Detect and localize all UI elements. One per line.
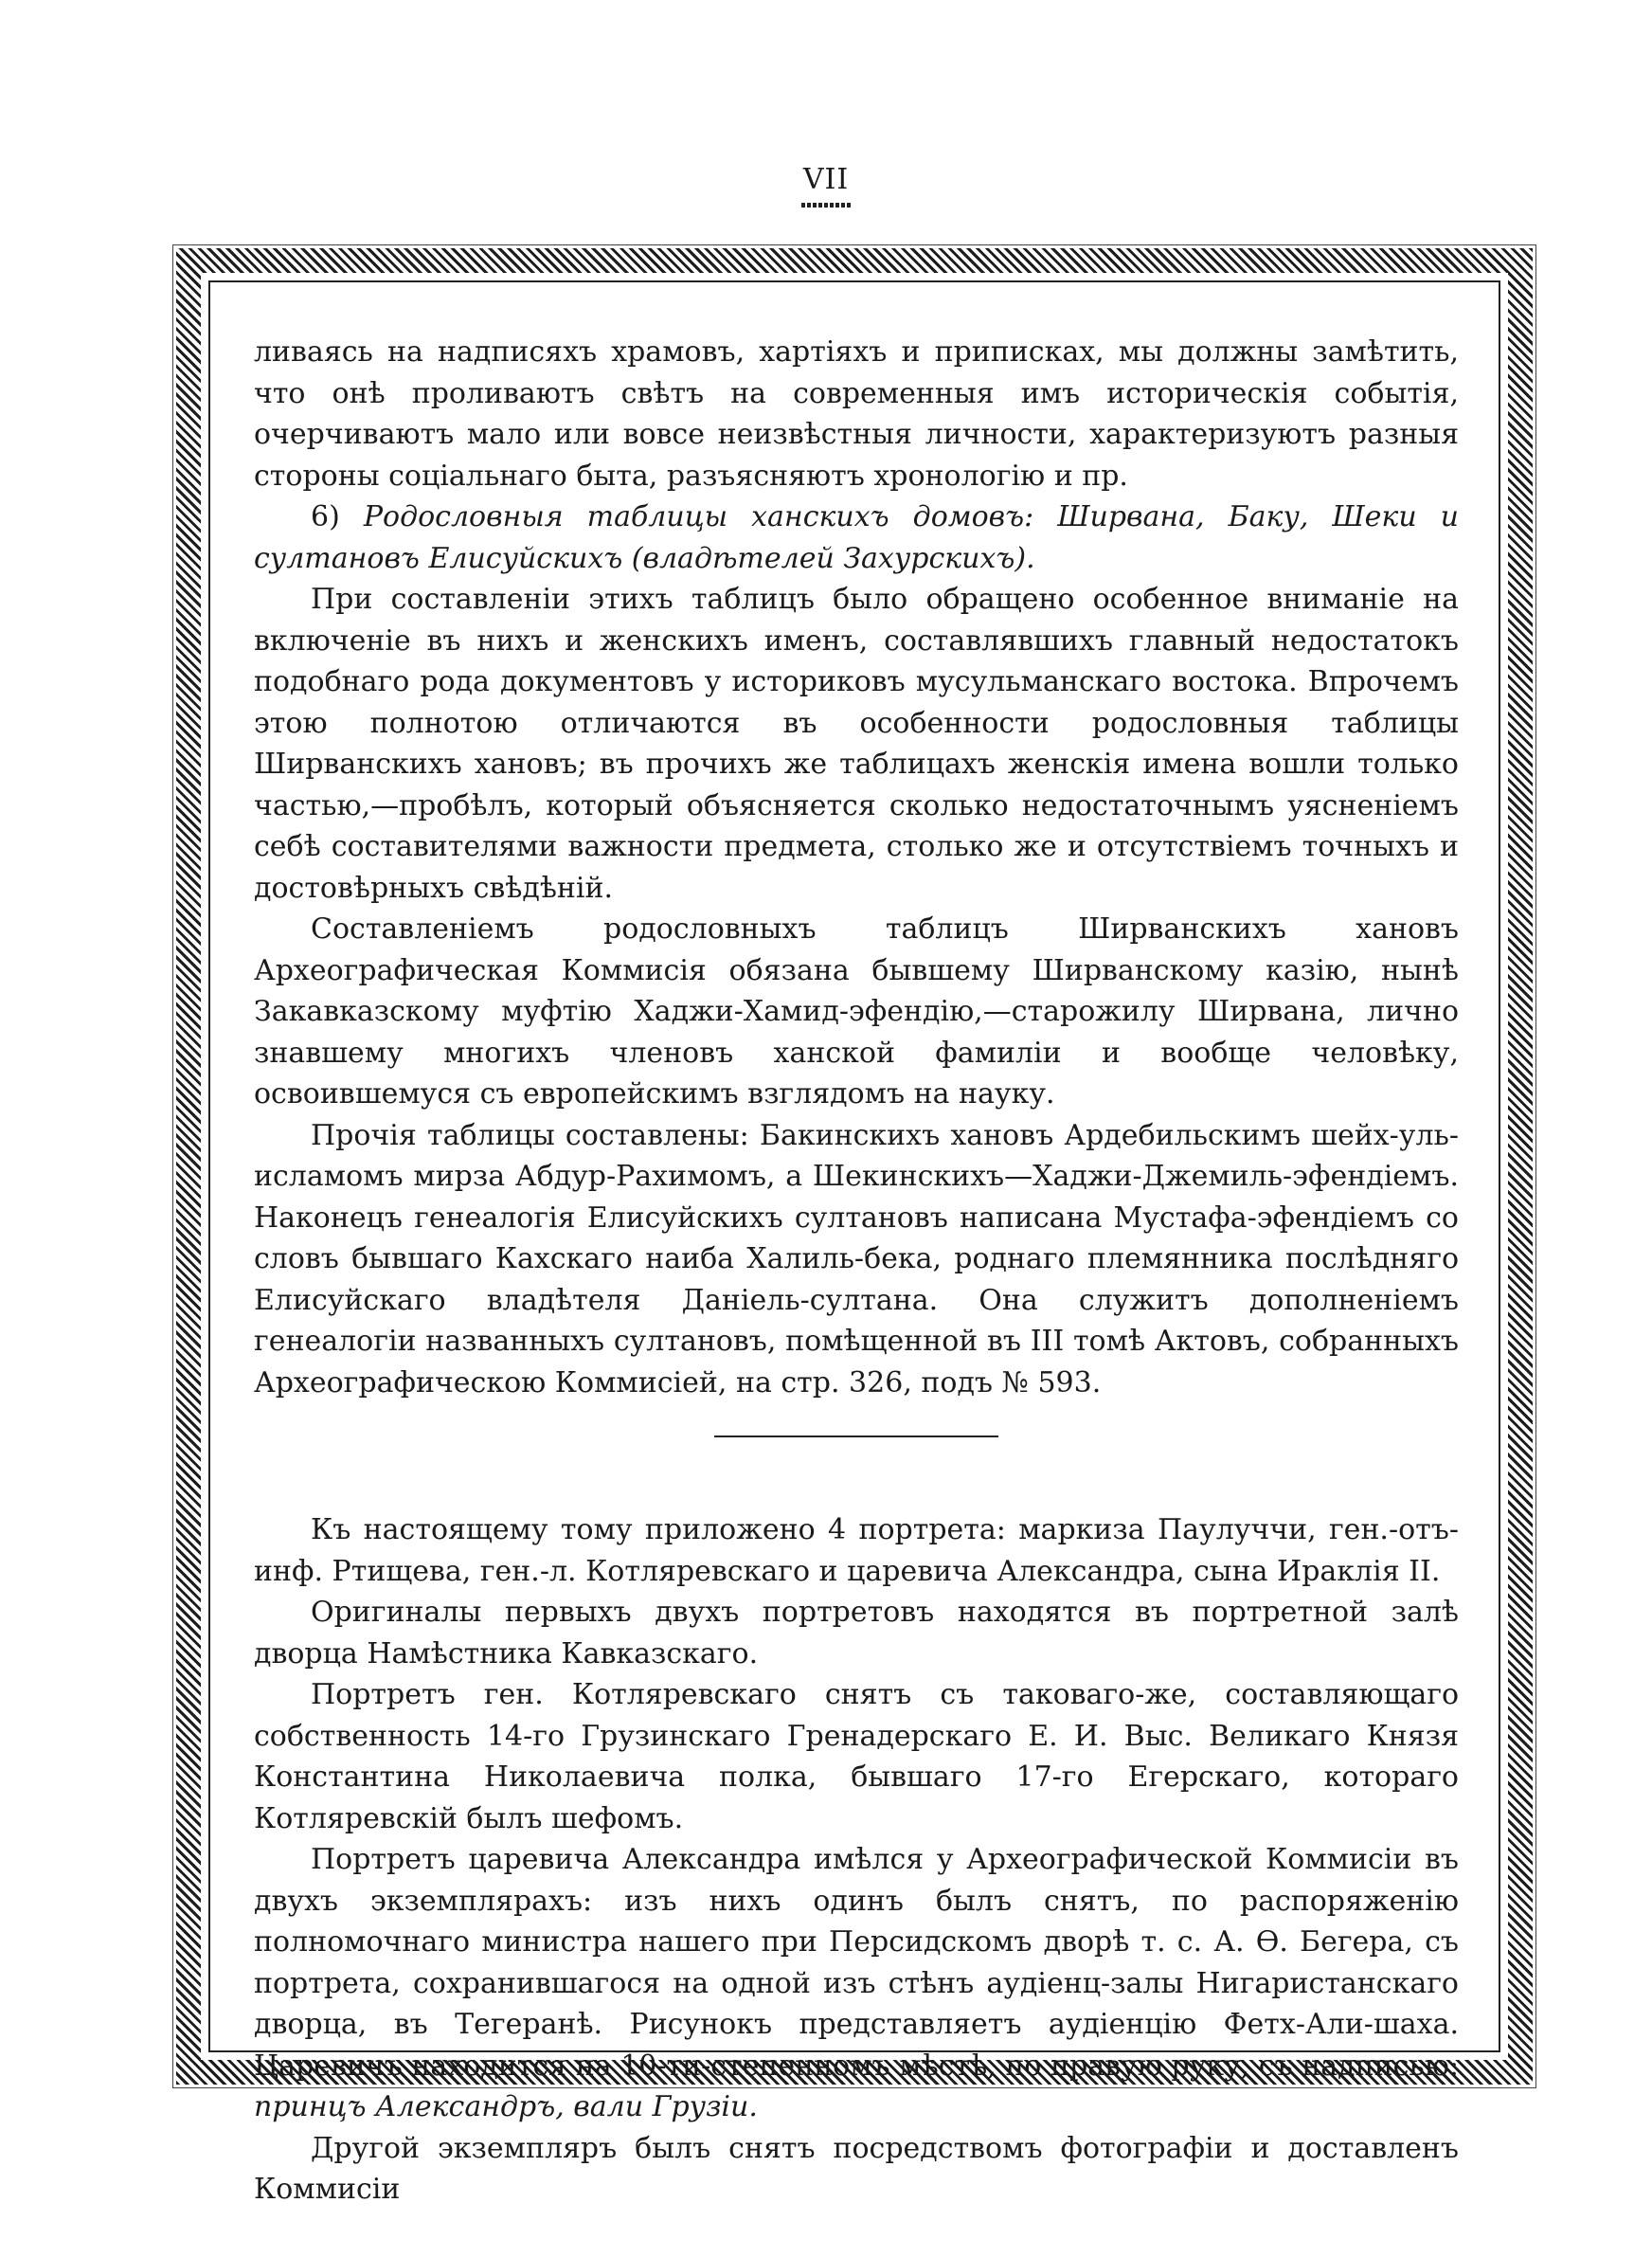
paragraph: Составленіемъ родословныхъ таблицъ Ширванскихъ хановъ Археографическая Коммисія обязана бывшему Ширванскому казію, нынѣ Закавказскому муфтію Хаджи-Хамид-эфендію,—старожилу Ширвана, лично знавшему многихъ членовъ ханской фамиліи и вообще человѣку, освоившемуся съ европейскимъ взглядомъ на науку.: [254, 912, 1459, 1110]
page-number-underline: [801, 203, 851, 208]
paragraph: Другой экземпляръ былъ снятъ посредствомъ фотографіи и доставленъ Коммисіи: [254, 2131, 1459, 2206]
paragraph: Прочія таблицы составлены: Бакинскихъ хановъ Ардебильскимъ шейх-уль-исламомъ мирза Абдур-Рахимомъ, а Шекинскихъ—Хаджи-Джемиль-эфендіемъ. Наконецъ генеалогія Елисуйскихъ султановъ написана Мустафа-эфендіемъ со словъ бывшаго Кахскаго наиба Халиль-бека, роднаго племянника послѣдняго Елисуйскаго владѣтеля Даніель-султана. Она служитъ дополненіемъ генеалогіи названныхъ султановъ, помѣщенной въ III томѣ Актовъ, собранныхъ Археографическою Коммисіей, на стр. 326, подъ № 593.: [254, 1118, 1459, 1399]
section-separator: [714, 1435, 998, 1437]
paragraph: Оригиналы первыхъ двухъ портретовъ находятся въ портретной залѣ дворца Намѣстника Кавказскаго.: [254, 1596, 1459, 1670]
section-number: 6): [311, 500, 340, 533]
page-number: VII: [802, 163, 850, 196]
paragraph: [254, 1839, 1459, 2128]
paragraph: При составленіи этихъ таблицъ было обращено особенное вниманіе на включеніе въ нихъ и женскихъ именъ, составлявшихъ главный недостатокъ подобнаго рода документовъ у историковъ мусульманскаго востока. Впрочемъ этою полнотою отличаются въ особенности родословныя таблицы Ширванскихъ хановъ; въ прочихъ же таблицахъ женскія имена вошли только частью,—пробѣлъ, который объясняется сколько недостаточнымъ уясненіемъ себѣ составителями важности предмета, столько же и отсутствіемъ точныхъ и достовѣрныхъ свѣдѣній.: [254, 583, 1459, 905]
paragraph: ливаясь на надписяхъ храмовъ, хартіяхъ и приписках, мы должны замѣтить, что онѣ проливаютъ свѣтъ на современныя имъ историческія событія, очерчиваютъ мало или вовсе неизвѣстныя личности, характеризуютъ разныя стороны соціальнаго быта, разъясняютъ хронологію и пр.: [254, 335, 1459, 493]
inscription-quote: принцъ Александръ, вали Грузіи.: [254, 2090, 758, 2123]
body-text: [254, 332, 1459, 2211]
paragraph: Портретъ ген. Котляревскаго снятъ съ таковаго-же, составляющаго собственность 14-го Грузинскаго Гренадерскаго Е. И. Выс. Великаго Князя Константина Николаевича полка, бывшаго 17-го Егерскаго, котораго Котляревскій былъ шефомъ.: [254, 1678, 1459, 1835]
paragraph-text: Портретъ царевича Александра имѣлся у Археографической Коммисіи въ двухъ экземплярахъ: изъ нихъ одинъ былъ снятъ, по распоряженію полномочнаго министра нашего при Персидскомъ дворѣ т. с. А. Ѳ. Бегера, съ портрета, сохранившагося на одной изъ стѣнъ аудіенц-залы Нигаристанскаго дворца, въ Тегеранѣ. Рисунокъ представляетъ аудіенцію Фетх-Али-шаха. Царевичъ находится на 10-ти-степенномъ мѣстѣ, по правую руку, съ надписью:: [254, 1843, 1459, 2083]
section-heading: [254, 497, 1459, 579]
paragraph: Къ настоящему тому приложено 4 портрета: маркиза Паулуччи, ген.-отъ-инф. Ртищева, ген.-л. Котляревскаго и царевича Александра, сына Ираклія II.: [254, 1513, 1459, 1588]
section-title: Родословныя таблицы ханскихъ домовъ: Ширвана, Баку, Шеки и султановъ Елисуйскихъ (владѣтелей Захурскихъ).: [254, 500, 1459, 575]
